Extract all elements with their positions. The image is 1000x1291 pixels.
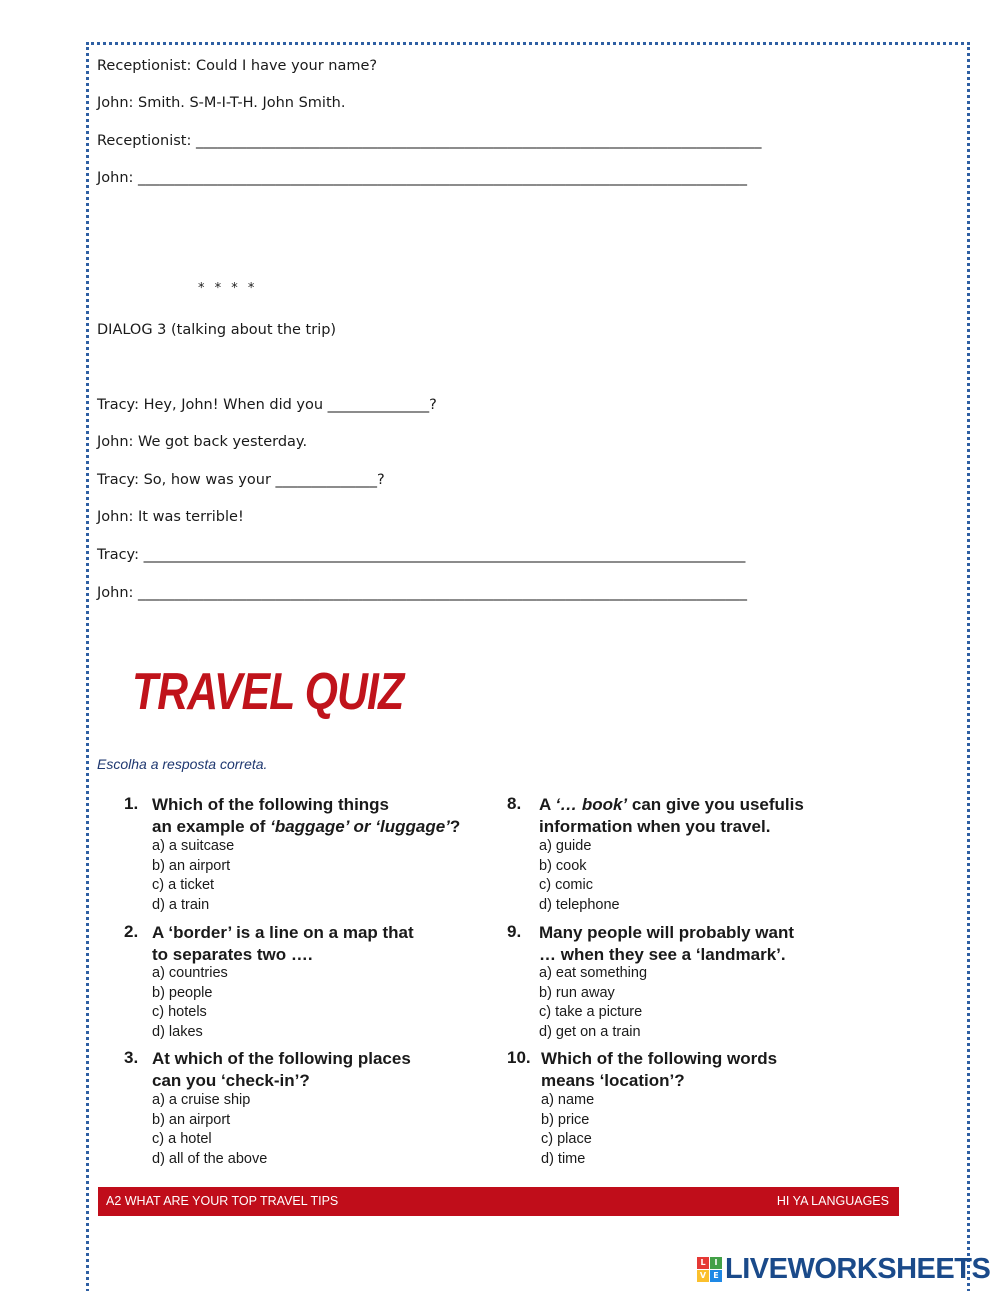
option-b[interactable]: b) cook (539, 857, 587, 874)
options (541, 1091, 594, 1169)
liveworksheets-logo-icon: L I V E (697, 1257, 722, 1282)
dialog3-line-5: Tracy: ___________________________________________________________________________________ (97, 547, 746, 563)
option-d[interactable]: d) time (541, 1150, 586, 1167)
option-a[interactable]: a) guide (539, 838, 592, 854)
question-line-2: information when you travel. (539, 817, 771, 836)
option-a[interactable]: a) countries (152, 965, 228, 981)
footer-bar (98, 1187, 899, 1216)
option-d[interactable]: d) all of the above (152, 1150, 268, 1167)
option-a[interactable]: a) name (541, 1092, 595, 1108)
options (152, 1091, 267, 1169)
question-line-1: A ‘… book’ can give you usefulis (539, 795, 804, 814)
question-number: 9. (507, 922, 522, 941)
question-number: 1. (124, 794, 139, 813)
question-line-1: Which of the following words (541, 1049, 778, 1068)
option-a[interactable]: a) a suitcase (152, 838, 235, 854)
question-line-2: … when they see a ‘landmark’. (539, 945, 786, 964)
dialog3-line-4: John: It was terrible! (97, 509, 244, 525)
question-text (539, 922, 849, 966)
option-c[interactable]: c) a ticket (152, 877, 215, 893)
liveworksheets-brand[interactable] (697, 1254, 990, 1284)
options (539, 837, 620, 915)
option-b[interactable]: b) run away (539, 984, 615, 1001)
option-d[interactable]: d) a train (152, 896, 210, 913)
dialog3-heading: DIALOG 3 (talking about the trip) (97, 322, 337, 338)
option-a[interactable]: a) a cruise ship (152, 1092, 251, 1108)
question-number: 2. (124, 922, 139, 941)
dialog3-line-3: Tracy: So, how was your ______________? (97, 472, 385, 488)
quiz-instruction: Escolha a resposta correta. (97, 756, 268, 772)
dialog2-line-1: Receptionist: Could I have your name? (97, 58, 378, 74)
options (539, 964, 647, 1042)
option-c[interactable]: c) comic (539, 877, 593, 893)
question-line-1: Many people will probably want (539, 923, 795, 942)
question-line-2: can you ‘check-in’? (152, 1071, 310, 1090)
dialog2-line-4: John: ____________________________________________________________________________________ (97, 170, 748, 186)
question-number: 8. (507, 794, 522, 813)
option-d[interactable]: d) lakes (152, 1023, 203, 1040)
footer-left-text: A2 WHAT ARE YOUR TOP TRAVEL TIPS (106, 1194, 339, 1208)
question-text (541, 1048, 851, 1092)
dialog2-line-3: Receptionist: ______________________________________________________________________________ (97, 133, 762, 149)
option-b[interactable]: b) an airport (152, 857, 231, 874)
question-text (152, 922, 462, 966)
dialog3-line-1: Tracy: Hey, John! When did you ______________? (97, 397, 437, 413)
question-line-2: an example of ‘baggage’ or ‘luggage’? (152, 817, 461, 836)
question-text (539, 794, 849, 838)
question-line-1: Which of the following things (152, 795, 390, 814)
dialog3-line-2: John: We got back yesterday. (97, 434, 308, 450)
footer-right-text: HI YA LANGUAGES (776, 1194, 889, 1208)
options (152, 964, 228, 1042)
option-c[interactable]: c) place (541, 1131, 592, 1147)
option-b[interactable]: b) price (541, 1111, 590, 1128)
option-b[interactable]: b) people (152, 984, 213, 1001)
question-number: 10. (507, 1048, 531, 1067)
question-line-1: At which of the following places (152, 1049, 411, 1068)
question-line-1: A ‘border’ is a line on a map that (152, 923, 414, 942)
quiz-title: TRAVEL QUIZ (132, 663, 404, 721)
option-a[interactable]: a) eat something (539, 965, 648, 981)
question-text (152, 1048, 462, 1092)
option-c[interactable]: c) hotels (152, 1004, 207, 1020)
option-c[interactable]: c) take a picture (539, 1004, 643, 1020)
question-line-2: means ‘location’? (541, 1071, 685, 1090)
dialog3-line-6: John: ____________________________________________________________________________________ (97, 585, 748, 601)
dialog2-line-2: John: Smith. S-M-I-T-H. John Smith. (97, 95, 346, 111)
option-b[interactable]: b) an airport (152, 1111, 231, 1128)
option-c[interactable]: c) a hotel (152, 1131, 212, 1147)
question-number: 3. (124, 1048, 139, 1067)
option-d[interactable]: d) get on a train (539, 1023, 641, 1040)
section-separator: * * * * (198, 281, 258, 296)
question-line-2: to separates two …. (152, 945, 313, 964)
options (152, 837, 234, 915)
brand-name: LIVEWORKSHEETS (725, 1252, 991, 1285)
option-d[interactable]: d) telephone (539, 896, 620, 913)
question-text (152, 794, 462, 838)
